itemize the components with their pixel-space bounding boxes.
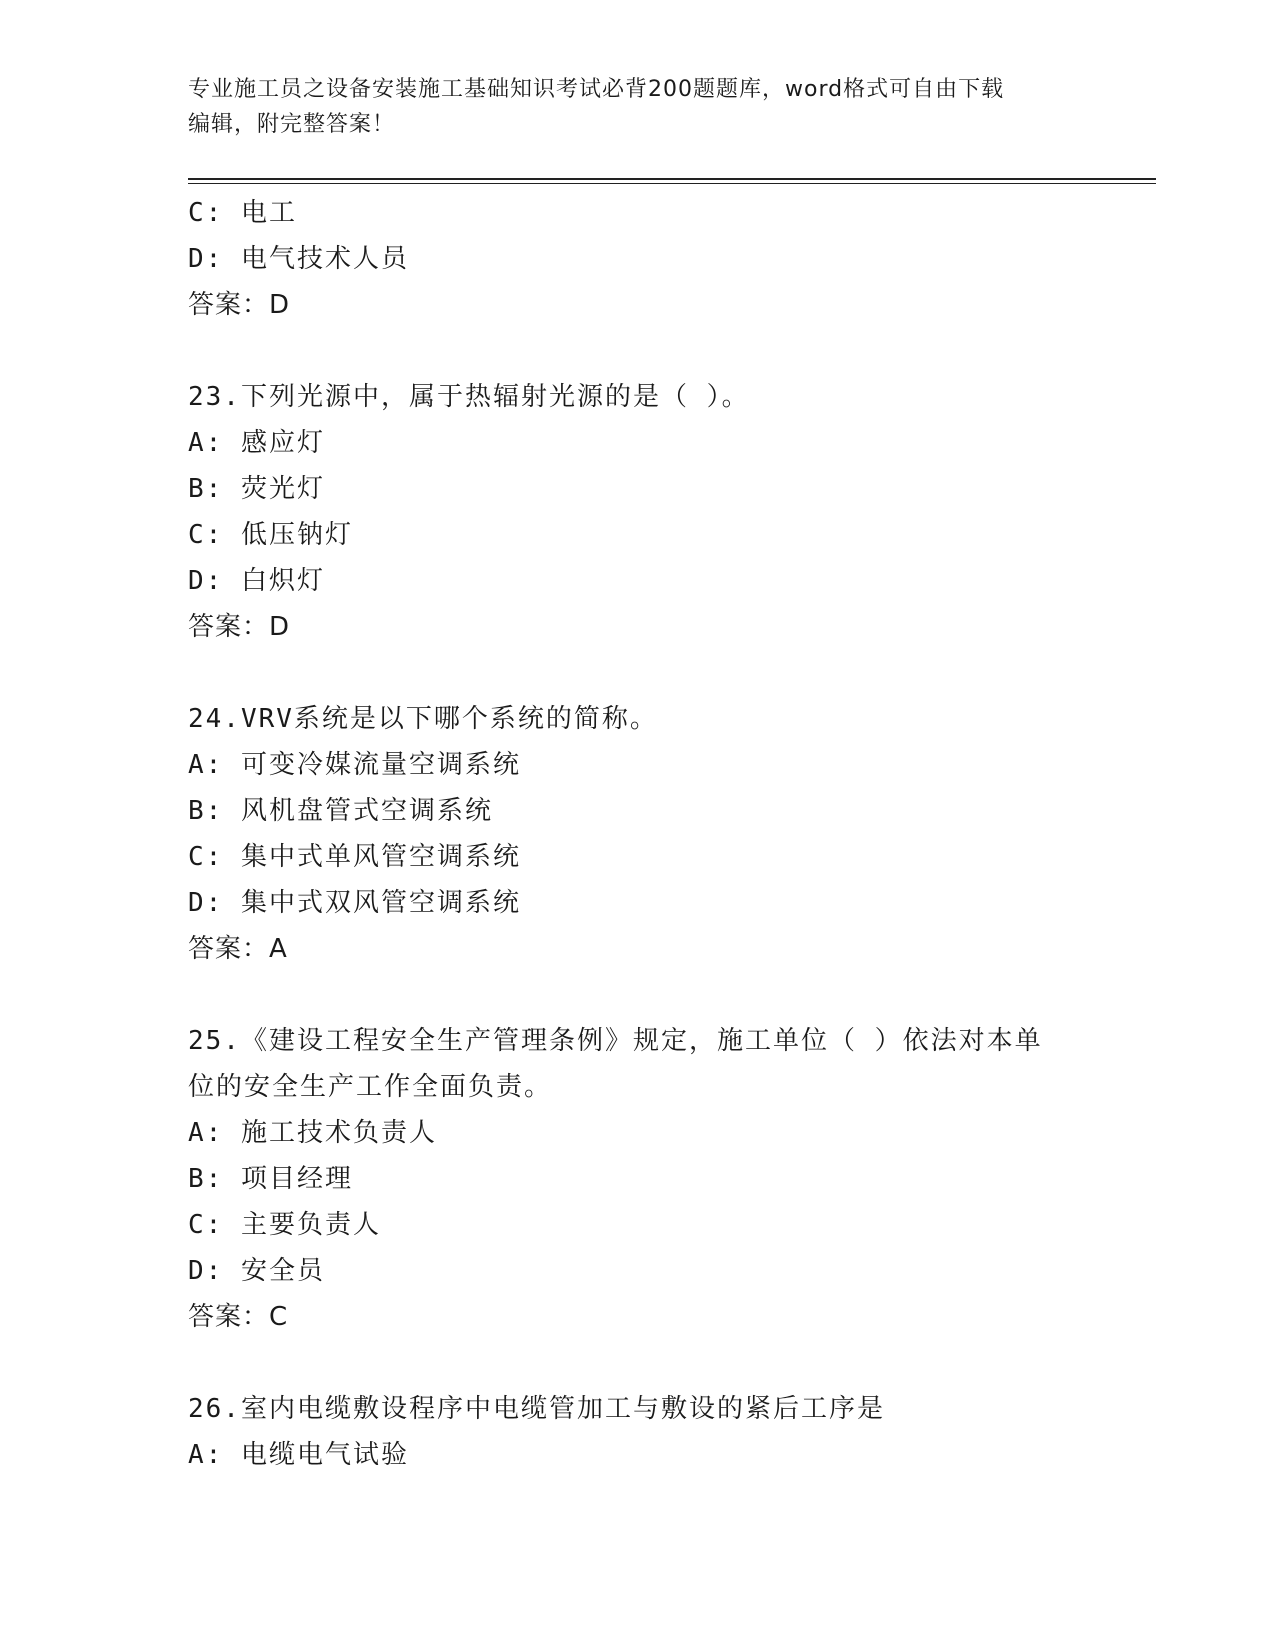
option-line: B: 项目经理 xyxy=(188,1164,353,1194)
block-spacer xyxy=(188,1340,1088,1386)
header-rule-thin xyxy=(188,183,1156,184)
option-line: C: 主要负责人 xyxy=(188,1210,381,1240)
block-spacer xyxy=(188,650,1088,696)
question-block xyxy=(188,374,1088,650)
header-line-1: 专业施工员之设备安装施工基础知识考试必背200题题库，word格式可自由下载 xyxy=(188,77,1005,102)
option-line: A: 感应灯 xyxy=(188,428,325,458)
block-spacer xyxy=(188,972,1088,1018)
question-stem-continued: 位的安全生产工作全面负责。 xyxy=(188,1072,553,1102)
question-block xyxy=(188,190,1088,328)
document-header xyxy=(188,72,1088,142)
option-line: C: 电工 xyxy=(188,198,297,228)
option-line: A: 电缆电气试验 xyxy=(188,1440,409,1470)
question-block xyxy=(188,696,1088,972)
answer-line: 答案：A xyxy=(188,934,288,964)
option-line: D: 集中式双风管空调系统 xyxy=(188,888,521,918)
option-line: A: 施工技术负责人 xyxy=(188,1118,437,1148)
option-line: B: 风机盘管式空调系统 xyxy=(188,796,493,826)
question-block xyxy=(188,1018,1088,1340)
header-rule-thick xyxy=(188,178,1156,180)
block-spacer xyxy=(188,328,1088,374)
option-line: A: 可变冷媒流量空调系统 xyxy=(188,750,521,780)
option-line: D: 电气技术人员 xyxy=(188,244,409,274)
option-line: D: 白炽灯 xyxy=(188,566,325,596)
option-line: C: 低压钠灯 xyxy=(188,520,353,550)
question-stem: 24.VRV系统是以下哪个系统的简称。 xyxy=(188,704,658,734)
question-stem: 23.下列光源中，属于热辐射光源的是（ ）。 xyxy=(188,382,750,412)
answer-line: 答案：C xyxy=(188,1302,289,1332)
question-stem: 26.室内电缆敷设程序中电缆管加工与敷设的紧后工序是 xyxy=(188,1394,885,1424)
option-line: D: 安全员 xyxy=(188,1256,325,1286)
header-line-2: 编辑，附完整答案！ xyxy=(188,112,396,137)
answer-line: 答案：D xyxy=(188,290,291,320)
answer-line: 答案：D xyxy=(188,612,291,642)
question-list xyxy=(188,190,1088,1478)
question-stem: 25.《建设工程安全生产管理条例》规定，施工单位（ ）依法对本单 xyxy=(188,1026,1043,1056)
option-line: C: 集中式单风管空调系统 xyxy=(188,842,521,872)
question-block xyxy=(188,1386,1088,1478)
option-line: B: 荧光灯 xyxy=(188,474,325,504)
